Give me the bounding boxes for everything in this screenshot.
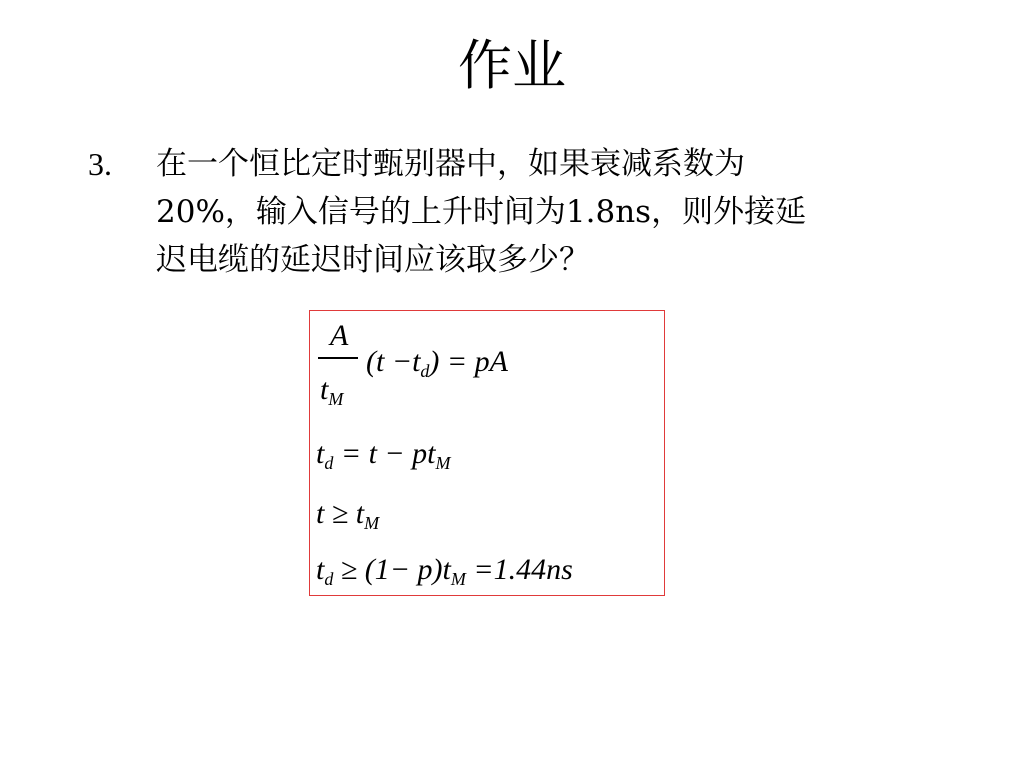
question-line: 在一个恒比定时甄别器中，如果衰减系数为 bbox=[156, 146, 745, 182]
fraction-numerator: A bbox=[330, 319, 349, 352]
question-text bbox=[156, 140, 966, 284]
question-line: 迟电缆的延迟时间应该取多少？ bbox=[156, 242, 590, 278]
equation-1: $(t -t_d)$ = pA bbox=[366, 345, 508, 381]
equation-3: $t \ge t_M$ bbox=[316, 497, 380, 533]
formula-box bbox=[309, 310, 665, 596]
page-title: 作业 bbox=[458, 34, 566, 97]
fraction-denominator: $t_M$ bbox=[320, 373, 344, 409]
question-line: 20%，输入信号的上升时间为1.8ns，则外接延 bbox=[156, 194, 807, 230]
question-number: 3. bbox=[88, 146, 112, 182]
equation-2: $t_d = t - pt_M$ bbox=[316, 437, 451, 473]
fraction-bar bbox=[318, 357, 358, 359]
equation-4: $t_d \ge (1- p)t_M =1.44ns$ bbox=[316, 553, 573, 589]
